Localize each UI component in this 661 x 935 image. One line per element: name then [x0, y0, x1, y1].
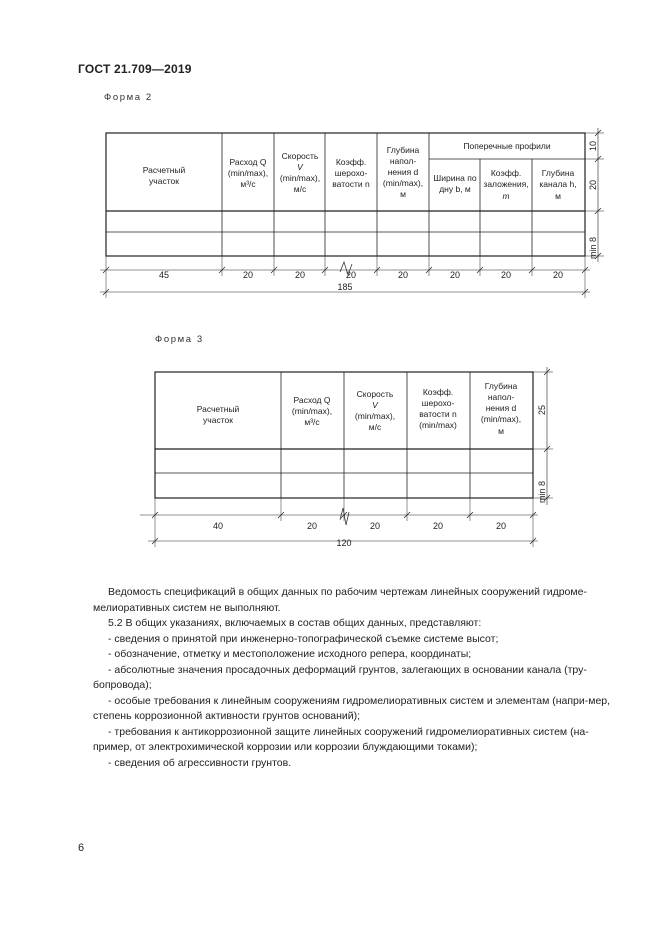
- body-text: [93, 585, 623, 771]
- form2-col7-l1: Коэфф.: [490, 168, 522, 178]
- form3-col2-l3: м³/с: [304, 417, 320, 427]
- form3-col4-l3: ватости n: [419, 409, 457, 419]
- form2-dim-w7: 20: [500, 270, 512, 280]
- form2-dim-w3: 20: [294, 270, 306, 280]
- form3-col5-l5: м: [498, 426, 504, 436]
- form2-dim-h1: 10: [588, 140, 598, 152]
- form3-dim-w3: 20: [369, 521, 381, 531]
- form2-col3-l1: Скорость: [281, 151, 319, 161]
- form2-dim-w2: 20: [242, 270, 254, 280]
- list-item: - абсолютные значения просадочных деформаций грунтов, залегающих в основании канала (тру-бопровода);: [93, 663, 587, 691]
- list-item: - требования к антикоррозионной защите линейных сооружений гидромелиоративных систем (на-пример, от электрохимической коррозии или коррозии блуждающими токами);: [93, 725, 589, 753]
- form3-col3-l2: V: [372, 400, 378, 410]
- form2-group-header: Поперечные профили: [463, 141, 551, 151]
- form2-col2-l1: Расход Q: [229, 157, 267, 167]
- form3-col5-l1: Глубина: [484, 381, 518, 391]
- paragraph-spec-text: Ведомость спецификаций в общих данных по рабочим чертежам линейных сооружений гидроме-мелиоративных систем не выполняют.: [93, 586, 587, 614]
- form2-dim-w1: 45: [158, 270, 170, 280]
- form2-dim-w4: 20: [345, 270, 357, 280]
- form3-col4-l1: Коэфф.: [422, 387, 454, 397]
- form2-dim-w8: 20: [552, 270, 564, 280]
- form3-col5-l3: нения d: [485, 403, 517, 413]
- form2-col3-l3: (min/max),: [279, 173, 321, 183]
- page-number: 6: [78, 842, 85, 854]
- form3-dim-w1: 40: [212, 521, 224, 531]
- form3-col2-l2: (min/max),: [291, 406, 333, 416]
- header-line-2: участок: [149, 176, 179, 186]
- form2-col4-l3: ватости n: [332, 179, 370, 189]
- form2-col6-l2: дну b, м: [439, 184, 471, 194]
- form2-col3-l2: V: [297, 162, 303, 172]
- form2-col5-l5: м: [400, 189, 406, 199]
- form3-col5-l4: (min/max),: [480, 414, 522, 424]
- list-item: - сведения о принятой при инженерно-топографической съемке системе высот;: [108, 632, 499, 645]
- form2-col8-l1: Глубина: [541, 168, 575, 178]
- form2-col2-l2: (min/max),: [227, 168, 269, 178]
- form3-col1-header: Расчетный участок: [196, 404, 240, 425]
- form2-col8-l2: канала h,: [539, 179, 577, 189]
- form2-col3-l4: м/с: [293, 184, 307, 194]
- form3-col3-l3: (min/max),: [354, 411, 396, 421]
- form2-label: Форма 2: [104, 92, 153, 103]
- form2-col4-l1: Коэфф.: [335, 157, 367, 167]
- form3-col2-l1: Расход Q: [293, 395, 331, 405]
- form2-col5-l3: нения d: [387, 167, 419, 177]
- form3-label: Форма 3: [155, 334, 204, 345]
- list-item: - обозначение, отметку и местоположение исходного репера, координаты;: [108, 648, 472, 660]
- list-item: - сведения об агрессивности грунтов.: [108, 756, 292, 769]
- header-line-2: участок: [203, 415, 233, 425]
- form3-col4-l4: (min/max): [419, 420, 457, 430]
- form3-col4-l2: шерохо-: [421, 398, 455, 408]
- form3-dim-w2: 20: [306, 521, 318, 531]
- form2-col5-l1: Глубина: [386, 145, 420, 155]
- form3-col3-l1: Скорость: [356, 389, 394, 399]
- form3-dim-w4: 20: [432, 521, 444, 531]
- document-header: ГОСТ 21.709—2019: [78, 62, 192, 76]
- form2-col4-l2: шерохо-: [334, 168, 368, 178]
- form2-col2-l3: м³/с: [240, 179, 256, 189]
- form2-col5-l2: напол-: [389, 156, 417, 166]
- paragraph-5-2: 5.2 В общих указаниях, включаемых в состав общих данных, представляют:: [108, 617, 482, 629]
- form3-dim-total: 120: [336, 538, 352, 548]
- form3-col5-l2: напол-: [487, 392, 515, 402]
- form2-dim-w5: 20: [397, 270, 409, 280]
- form2-col5-l4: (min/max),: [382, 178, 424, 188]
- form2-col7-l2: заложения,: [483, 179, 529, 189]
- list-item: - особые требования к линейным сооружениям гидромелиоративных систем и элементам (напри-мер, степень коррозионной активности грунтов оснований);: [93, 694, 611, 722]
- form2-dim-w6: 20: [449, 270, 461, 280]
- form2-dim-total: 185: [337, 282, 353, 292]
- paragraph-spec: [93, 585, 623, 616]
- form3-col3-l4: м/с: [368, 422, 382, 432]
- form2-col6-l1: Ширина по: [433, 173, 477, 183]
- form2-col8-l3: м: [555, 191, 561, 201]
- form3-dim-h2: min 8: [537, 480, 547, 504]
- form2-dim-h3: min 8: [588, 236, 598, 260]
- form3-dim-h1: 25: [537, 404, 547, 416]
- form2-col7-l3: m: [502, 191, 510, 201]
- form3-dim-w5: 20: [495, 521, 507, 531]
- form2-col1-header-line1: Расчетный участок: [142, 165, 186, 186]
- form2-dim-h2: 20: [588, 179, 598, 191]
